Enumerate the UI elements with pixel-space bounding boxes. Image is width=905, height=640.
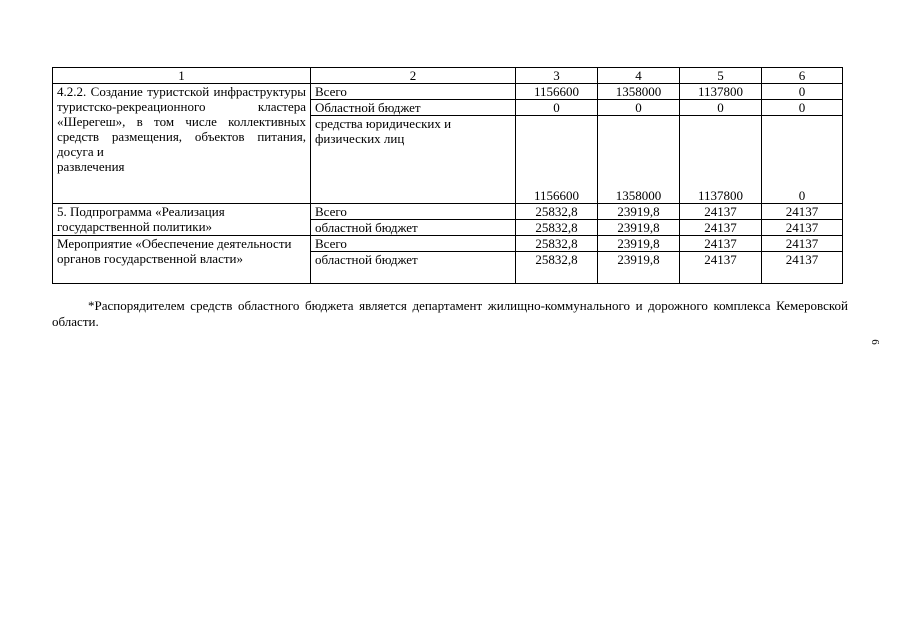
value-cell: 23919,8 — [598, 252, 680, 284]
footnote: *Распорядителем средств областного бюджета является департамент жилищно-коммунального и дорожного комплекса Кемеровской области. — [52, 298, 848, 329]
value-cell: 24137 — [680, 252, 762, 284]
table-row — [53, 84, 843, 100]
value-cell: 0 — [516, 100, 598, 116]
activity-name — [53, 84, 311, 204]
value-cell: 23919,8 — [598, 236, 680, 252]
value-cell: 0 — [680, 100, 762, 116]
value-cell: 23919,8 — [598, 220, 680, 236]
funding-source: областной бюджет — [311, 252, 516, 284]
value-cell: 25832,8 — [516, 252, 598, 284]
col-header-2: 2 — [311, 68, 516, 84]
col-header-5: 5 — [680, 68, 762, 84]
value-cell: 1156600 — [516, 116, 598, 204]
value-cell: 1137800 — [680, 84, 762, 100]
value-cell: 1358000 — [598, 116, 680, 204]
col-header-1: 1 — [53, 68, 311, 84]
value-cell: 0 — [598, 100, 680, 116]
value-cell: 24137 — [680, 204, 762, 220]
measure-name: Мероприятие «Обеспечение деятельности органов государственной власти» — [53, 236, 311, 284]
activity-name-last: развлечения — [57, 159, 125, 174]
funding-source: Областной бюджет — [311, 100, 516, 116]
funding-source: средства юридических и физических лиц — [311, 116, 516, 204]
funding-source: Всего — [311, 236, 516, 252]
value-cell: 24137 — [762, 204, 843, 220]
col-header-3: 3 — [516, 68, 598, 84]
value-cell: 24137 — [762, 220, 843, 236]
value-cell: 0 — [762, 84, 843, 100]
header-row — [53, 68, 843, 84]
value-cell: 24137 — [680, 220, 762, 236]
funding-source: Всего — [311, 84, 516, 100]
budget-table — [52, 67, 843, 284]
value-cell: 25832,8 — [516, 220, 598, 236]
value-cell: 0 — [762, 116, 843, 204]
value-cell: 23919,8 — [598, 204, 680, 220]
value-cell: 24137 — [762, 252, 843, 284]
activity-name-text: 4.2.2. Создание туристской инфраструктуры туристско-рекреационного кластера «Шерегеш», в том числе коллективных средств размещения, объектов питания, досуга и — [57, 84, 306, 159]
value-cell: 25832,8 — [516, 204, 598, 220]
funding-source: областной бюджет — [311, 220, 516, 236]
value-cell: 1358000 — [598, 84, 680, 100]
value-cell: 24137 — [680, 236, 762, 252]
value-cell: 0 — [762, 100, 843, 116]
funding-source: Всего — [311, 204, 516, 220]
subprogram-name: 5. Подпрограмма «Реализация государственной политики» — [53, 204, 311, 236]
value-cell: 1156600 — [516, 84, 598, 100]
col-header-6: 6 — [762, 68, 843, 84]
value-cell: 24137 — [762, 236, 843, 252]
table-row — [53, 236, 843, 252]
table-row — [53, 204, 843, 220]
value-cell: 1137800 — [680, 116, 762, 204]
page-number: 6 — [868, 339, 881, 345]
value-cell: 25832,8 — [516, 236, 598, 252]
col-header-4: 4 — [598, 68, 680, 84]
